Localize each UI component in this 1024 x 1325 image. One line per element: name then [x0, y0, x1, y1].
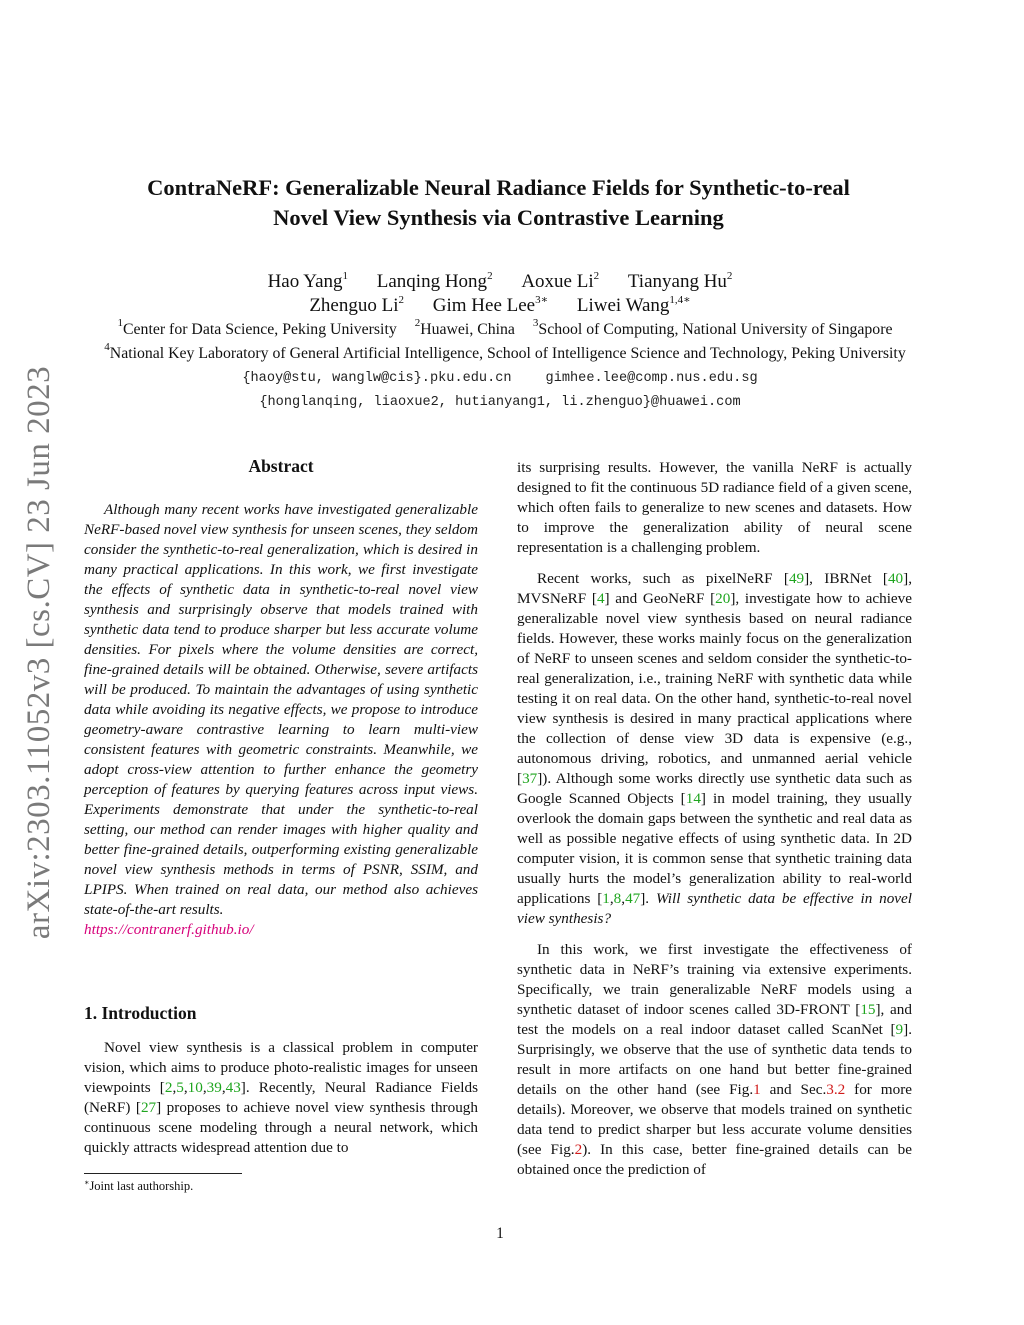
- footnote-text: Joint last authorship.: [89, 1179, 194, 1193]
- paragraph: its surprising results. However, the vanilla NeRF is actually designed to fit the continuous 5D radiance field of a given scene, which often fails to generalize to new scenes and datasets. How to improve the generalization ability of neural scene representation is a challenging problem.: [517, 459, 912, 556]
- citation[interactable]: 9: [895, 1021, 904, 1038]
- author: Hao Yang$^1$: [267, 270, 349, 292]
- citation[interactable]: 47: [625, 890, 641, 907]
- citation[interactable]: 4: [596, 590, 605, 607]
- right-column: [517, 458, 912, 1180]
- footnote-divider: [84, 1173, 242, 1174]
- citation[interactable]: 39: [206, 1079, 222, 1096]
- section-heading-introduction: 1. Introduction: [84, 1003, 197, 1023]
- citation[interactable]: 14: [685, 790, 701, 807]
- citation[interactable]: 15: [860, 1001, 876, 1018]
- citation[interactable]: 40: [887, 570, 904, 587]
- citation[interactable]: 10: [187, 1079, 203, 1096]
- citation[interactable]: 27: [140, 1099, 157, 1116]
- project-link[interactable]: https://contranerf.github.io/: [84, 921, 254, 938]
- footnote: [84, 1178, 193, 1194]
- abstract-heading: Abstract: [248, 456, 314, 476]
- title-line-1: ContraNeRF: Generalizable Neural Radiance Fields for Synthetic-to-real: [147, 175, 850, 200]
- email: gimhee.lee@comp.nus.edu.sg: [545, 371, 758, 386]
- author: Zhenguo Li$^2$: [309, 294, 405, 316]
- paragraph: In this work, we first investigate the effectiveness of synthetic data in NeRF’s training via extensive experiments. Specifically, we train generalizable NeRF models using a synthetic dataset of indoor scenes called 3D-FRONT [15], and test the models on a real indoor dataset called ScanNet [9]. Surprisingly, we observe that the use of synthetic data tends to result in more artifacts on one hand but better fine-grained details on the other hand (see Fig.1 and Sec.3.2 for more details). Moreover, we observe that models trained on synthetic data tend to predict sharper but less accurate volume densities (see Fig.2). In this case, better fine-grained details can be obtained once the prediction of: [517, 941, 913, 1178]
- page-number: 1: [496, 1225, 504, 1242]
- author: Aoxue Li$^2$: [521, 270, 600, 292]
- affiliation: $^3$School of Computing, National University of Singapore: [532, 317, 893, 338]
- paragraph: Novel view synthesis is a classical problem in computer vision, which aims to produce photo-realistic images for unseen viewpoints [2,5,10,39,43]. Recently, Neural Radiance Fields (NeRF) [27] proposes to achieve novel view synthesis through continuous scene modeling through a neural network, which quickly attracts widespread attention due to: [84, 1039, 478, 1156]
- author: Liwei Wang$^{1,4∗}$: [576, 294, 691, 316]
- section-reference[interactable]: 3.2: [826, 1081, 846, 1098]
- citation[interactable]: 2: [164, 1079, 173, 1096]
- paper-title: [0, 173, 997, 233]
- arxiv-id: arXiv:2303.11052v3 [cs.CV] 23 Jun 2023: [21, 365, 58, 940]
- affiliations-line-1: [0, 317, 1010, 340]
- affiliations-line-2: [0, 341, 1010, 364]
- emphasized-question: Will synthetic data be effective in novel view synthesis?: [517, 890, 913, 927]
- authors-line-1: [0, 270, 1000, 294]
- citation[interactable]: 49: [788, 570, 805, 587]
- citation[interactable]: 37: [522, 770, 538, 787]
- emails-line-1: [0, 369, 1000, 389]
- figure-reference[interactable]: 1: [753, 1081, 761, 1098]
- figure-reference[interactable]: 2: [574, 1141, 583, 1158]
- author: Gim Hee Lee$^{3∗}$: [432, 294, 549, 316]
- email: {haoy@stu, wanglw@cis}.pku.edu.cn: [242, 371, 512, 386]
- citation[interactable]: 8: [613, 890, 622, 907]
- affiliation: $^2$Huawei, China: [414, 317, 515, 338]
- author: Tianyang Hu$^2$: [627, 270, 733, 292]
- citation[interactable]: 20: [715, 590, 731, 607]
- affiliation: $^4$National Key Laboratory of General Artificial Intelligence, School of Intelligence Science and Technology, Peking University: [104, 341, 906, 362]
- authors-line-2: [0, 294, 1000, 318]
- citation[interactable]: 1: [602, 890, 610, 907]
- abstract-text: Although many recent works have investigated generalizable NeRF-based novel view synthesis for unseen scenes, they seldom consider the synthetic-to-real generalization, which is desired in many practical applications. In this work, we first investigate the effects of synthetic data in synthetic-to-real novel view synthesis and surprisingly observe that models trained with synthetic data tend to produce sharper but less accurate volume densities. For pixels where the volume densities are correct, fine-grained details will be obtained. Otherwise, severe artifacts will be produced. To maintain the advantages of using synthetic data while avoiding its negative effects, we propose to introduce geometry-aware contrastive learning to learn multi-view consistent features with geometric constraints. Meanwhile, we adopt cross-view attention to further enhance the geometry perception of features by querying features across input views. Experiments demonstrate that under the synthetic-to-real setting, our method can render images with higher quality and better fine-grained details, outperforming existing generalizable novel view synthesis methods in terms of PSNR, SSIM, and LPIPS. When trained on real data, our method also achieves state-of-the-art results.: [84, 501, 478, 918]
- citation[interactable]: 43: [225, 1079, 241, 1096]
- affiliation: $^1$Center for Data Science, Peking University: [117, 317, 397, 338]
- footnote-mark: ∗: [84, 1178, 90, 1187]
- emails-line-2: [0, 393, 1000, 413]
- citation[interactable]: 5: [176, 1079, 184, 1096]
- author: Lanqing Hong$^2$: [376, 270, 493, 292]
- paragraph: Recent works, such as pixelNeRF [49], IBRNet [40], MVSNeRF [4] and GeoNeRF [20], investigate how to achieve generalizable novel view synthesis based on neural radiance fields. However, these works mainly focus on the generalization of NeRF to unseen scenes and seldom consider the synthetic-to-real generalization, i.e., training NeRF with synthetic data while testing it on real data. On the other hand, synthetic-to-real novel view synthesis is desired in many practical applications where the collection of dense view 3D data is expensive (e.g., autonomous driving, robotics, and unmanned aerial vehicle [37]). Although some works directly use synthetic data such as Google Scanned Objects [14] in model training, they usually overlook the domain gaps between the synthetic and real data as well as possible negative effects of using synthetic data. In 2D computer vision, it is common sense that synthetic training data usually hurts the model’s generalization ability to real-world applications [1,8,47]. Will synthetic data be effective in novel view synthesis?: [517, 570, 913, 927]
- title-line-2: Novel View Synthesis via Contrastive Learning: [273, 205, 724, 230]
- abstract-body: [84, 500, 478, 940]
- arxiv-sidebar-stamp: [16, 360, 64, 945]
- email: {honglanqing, liaoxue2, hutianyang1, li.zhenguo}@huawei.com: [259, 395, 741, 410]
- intro-column-left: [84, 1038, 478, 1158]
